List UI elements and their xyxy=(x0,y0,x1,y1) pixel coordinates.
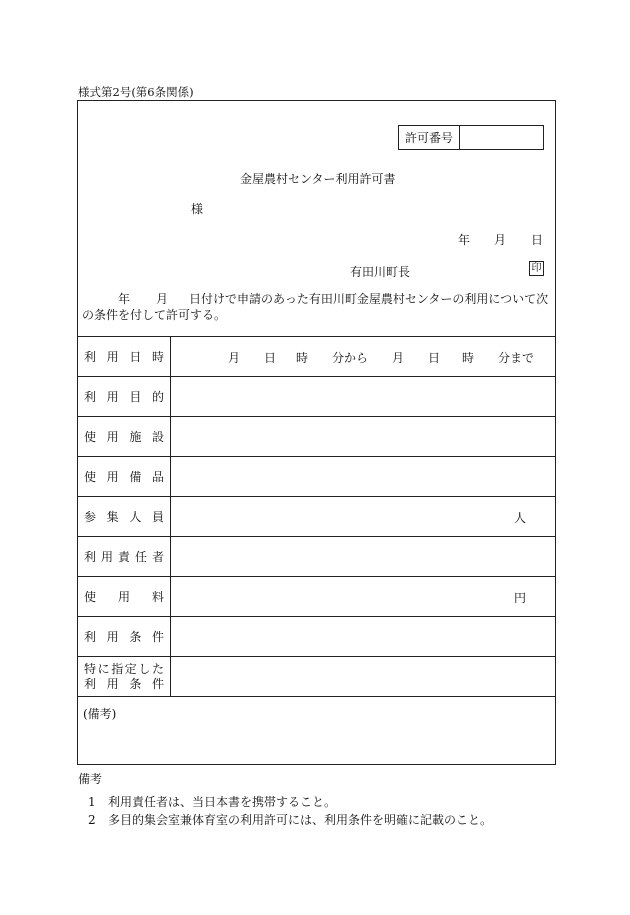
remarks-label: (備考) xyxy=(83,707,117,721)
footnote-text: 多目的集会室兼体育室の利用許可には、利用条件を明確に記載のこと。 xyxy=(108,813,493,827)
issue-date-day: 日 xyxy=(531,233,544,247)
schedule-part: 月 xyxy=(228,351,241,365)
row-label: 使用料 xyxy=(84,590,164,604)
footnote-item xyxy=(88,793,336,810)
table-row xyxy=(78,536,555,576)
permit-form-frame xyxy=(77,100,556,765)
row-unit: 円 xyxy=(513,591,526,605)
recipient-suffix: 様 xyxy=(191,202,204,216)
schedule-part: 時 xyxy=(296,351,309,365)
row-label: 使用備品 xyxy=(84,470,164,484)
schedule-part: 分まで xyxy=(498,351,535,365)
table-row xyxy=(78,656,555,696)
table-row xyxy=(78,376,555,416)
footnote-text: 利用責任者は、当日本書を携帯すること。 xyxy=(108,795,337,809)
schedule-part: 日 xyxy=(264,351,277,365)
footnote-number: 1 xyxy=(88,795,96,809)
row-label xyxy=(84,662,164,692)
table-row xyxy=(78,616,555,656)
detail-table xyxy=(78,336,555,766)
schedule-part: 月 xyxy=(392,351,405,365)
schedule-part: 日 xyxy=(428,351,441,365)
form-number-label: 様式第2号(第6条関係) xyxy=(78,85,194,99)
intro-line-2: の条件を付して許可する。 xyxy=(82,308,227,322)
footnote-item xyxy=(88,811,492,828)
schedule-part: 時 xyxy=(462,351,475,365)
special-conditions-line-1: 特に指定した xyxy=(84,661,164,676)
row-label: 利用目的 xyxy=(84,390,164,404)
row-label: 参集人員 xyxy=(84,510,164,524)
issuer-name: 有田川町長 xyxy=(350,265,411,279)
seal-mark: 印 xyxy=(529,261,544,276)
footnote-title: 備考 xyxy=(78,772,103,786)
permit-number-box xyxy=(398,125,544,150)
permit-number-label: 許可番号 xyxy=(399,126,460,149)
permit-number-field[interactable] xyxy=(460,126,543,149)
row-label: 使用施設 xyxy=(84,430,164,444)
row-label: 利用条件 xyxy=(84,630,164,644)
schedule-part: 分から xyxy=(332,351,369,365)
table-row xyxy=(78,336,555,376)
intro-month: 月 xyxy=(156,292,169,306)
row-label: 利用責任者 xyxy=(84,550,164,564)
table-row xyxy=(78,576,555,616)
table-row xyxy=(78,496,555,536)
document-title: 金屋農村センター利用許可書 xyxy=(240,172,396,186)
footnote-number: 2 xyxy=(88,813,96,827)
intro-line-1-text: 日付けで申請のあった有田川町金屋農村センターの利用について次 xyxy=(189,292,549,306)
intro-year: 年 xyxy=(118,292,131,306)
issue-date-month: 月 xyxy=(494,233,507,247)
table-row xyxy=(78,456,555,496)
remarks-row xyxy=(78,696,555,766)
table-row xyxy=(78,416,555,456)
issue-date-year: 年 xyxy=(458,233,471,247)
row-label: 利用日時 xyxy=(84,350,164,364)
special-conditions-line-2: 利用条件 xyxy=(84,676,164,691)
row-unit: 人 xyxy=(513,511,526,525)
